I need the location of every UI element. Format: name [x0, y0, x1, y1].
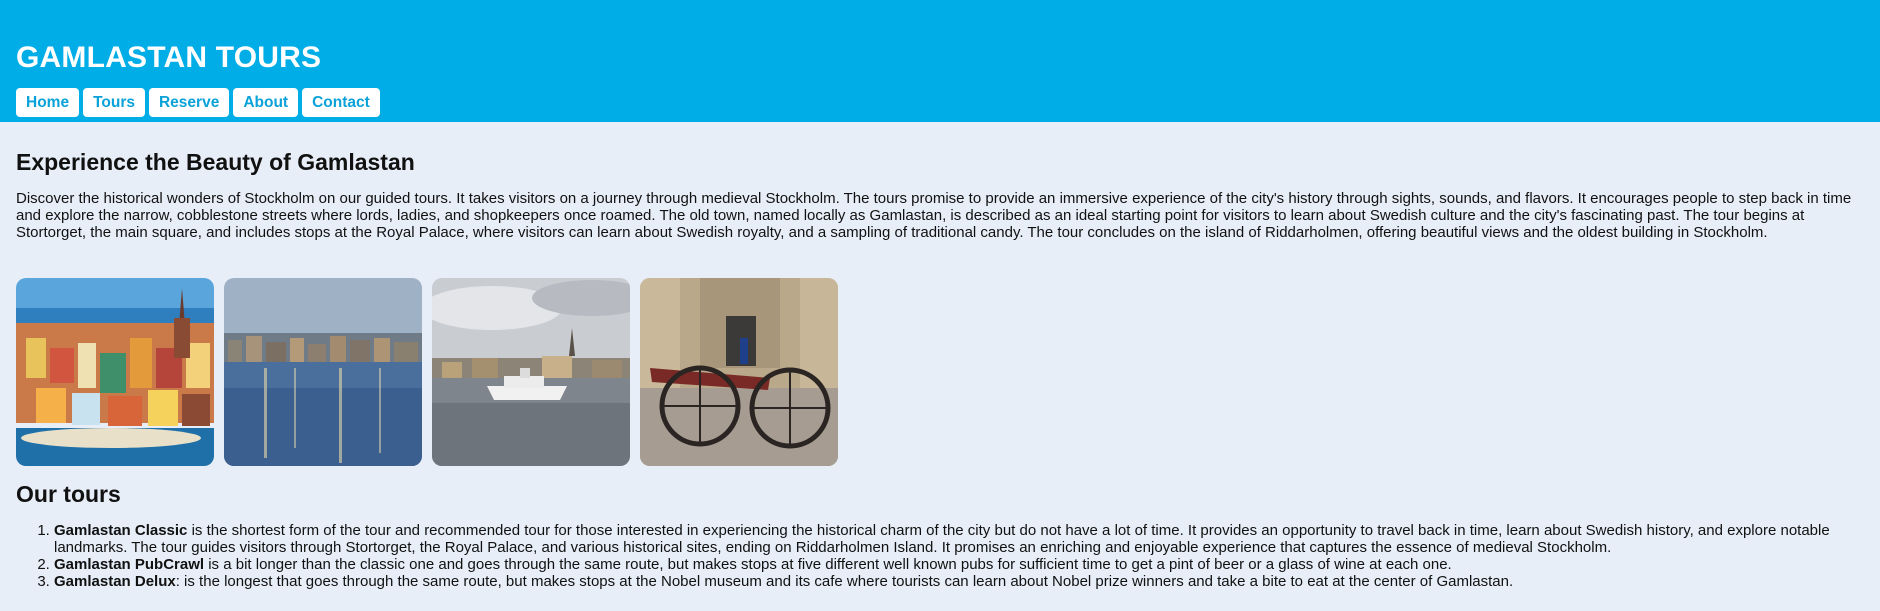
- gallery-photo-palace-cannon: [640, 278, 838, 466]
- site-header: [0, 0, 1880, 122]
- nav-reserve-button[interactable]: Reserve: [149, 88, 229, 117]
- list-item: [54, 522, 1864, 556]
- page-headline: Experience the Beauty of Gamlastan: [16, 149, 415, 175]
- nav-about-button[interactable]: About: [233, 88, 298, 117]
- tour-name: Gamlastan Classic: [54, 522, 188, 539]
- gallery-photo-old-town-aerial: [16, 278, 214, 466]
- intro-paragraph: Discover the historical wonders of Stockholm on our guided tours. It takes visitors on a journey through medieval Stockholm. The tours promise to provide an immersive experience of the city's history through sights, sounds, and flavors. It encourages people to step back in time and explore the narrow, cobblestone streets where lords, ladies, and shopkeepers once roamed. The old town, named locally as Gamlastan, is described as an ideal starting point for visitors to learn about Swedish culture and the city's fascinating past. The tour begins at Stortorget, the main square, and includes stops at the Royal Palace, where visitors can learn about Swedish royalty, and a sampling of traditional candy. The tour concludes on the island of Riddarholmen, offering beautiful views and the oldest building in Stockholm.: [16, 190, 1852, 241]
- tour-name: Gamlastan Delux: [54, 573, 176, 590]
- nav-tours-button[interactable]: Tours: [83, 88, 145, 117]
- gallery-photo-waterfront-dusk: [224, 278, 422, 466]
- tour-description: : is the longest that goes through the same route, but makes stops at the Nobel museum and its cafe where tourists can learn about Nobel prize winners and take a bite to eat at the center of Gamlastan.: [175, 573, 1514, 590]
- gallery-photo-harbor-ship: [432, 278, 630, 466]
- tours-heading: Our tours: [16, 481, 121, 507]
- tour-description: is the shortest form of the tour and recommended tour for those interested in experiencing the historical charm of the city but do not have a lot of time. It provides an opportunity to travel back in time, learn about Swedish history, and explore notable landmarks. The tour guides visitors through Stortorget, the Royal Palace, and various historical sites, ending on Riddarholmen Island. It promises an enriching and enjoyable experience that captures the essence of medieval Stockholm.: [54, 522, 1830, 556]
- photo-gallery: [16, 278, 1864, 466]
- site-title: GAMLASTAN TOURS: [16, 41, 322, 74]
- tour-description: is a bit longer than the classic one and goes through the same route, but makes stops at five different well known pubs for sufficient time to get a pint of beer or a glass of wine at each one.: [204, 556, 1452, 573]
- main-nav: [16, 88, 1864, 117]
- main-content: [0, 148, 1880, 590]
- list-item: [54, 573, 1864, 590]
- nav-home-button[interactable]: Home: [16, 88, 79, 117]
- nav-contact-button[interactable]: Contact: [302, 88, 380, 117]
- tour-name: Gamlastan PubCrawl: [54, 556, 205, 573]
- list-item: [54, 556, 1864, 573]
- tour-list: [16, 522, 1864, 590]
